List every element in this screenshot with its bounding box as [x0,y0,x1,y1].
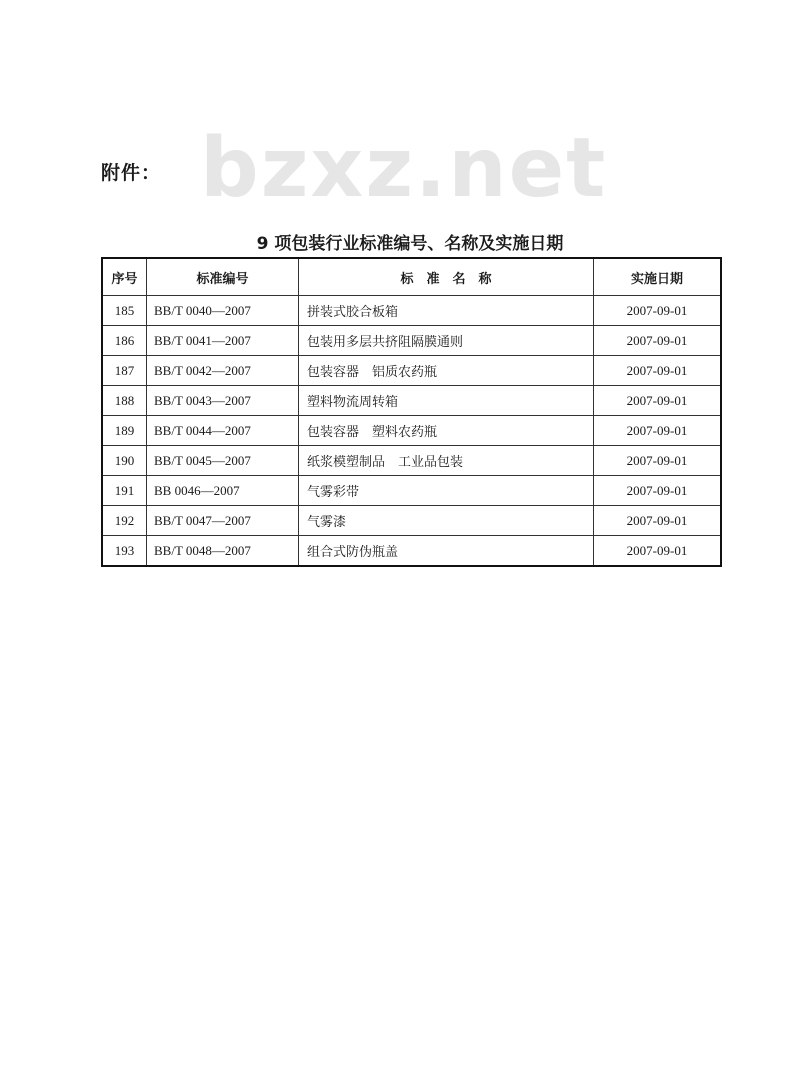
header-no: 序号 [102,258,147,296]
row-code: BB/T 0042—2007 [147,356,299,386]
table-row [102,386,721,416]
header-name: 标 准 名 称 [299,258,594,296]
row-code: BB/T 0047—2007 [147,506,299,536]
row-name: 包装容器 塑料农药瓶 [299,416,594,446]
row-date: 2007-09-01 [594,296,722,326]
row-code: BB/T 0045—2007 [147,446,299,476]
row-no: 191 [102,476,147,506]
row-name: 气雾彩带 [299,476,594,506]
row-date: 2007-09-01 [594,326,722,356]
row-code: BB/T 0048—2007 [147,536,299,567]
row-no: 192 [102,506,147,536]
table-row [102,446,721,476]
row-name: 拼装式胶合板箱 [299,296,594,326]
row-date: 2007-09-01 [594,536,722,567]
table-row [102,296,721,326]
header-date: 实施日期 [594,258,722,296]
table-row [102,356,721,386]
row-code: BB/T 0041—2007 [147,326,299,356]
row-name: 塑料物流周转箱 [299,386,594,416]
row-no: 193 [102,536,147,567]
row-date: 2007-09-01 [594,446,722,476]
table-row [102,326,721,356]
row-code: BB/T 0043—2007 [147,386,299,416]
row-date: 2007-09-01 [594,356,722,386]
row-name: 组合式防伪瓶盖 [299,536,594,567]
row-code: BB 0046—2007 [147,476,299,506]
row-name: 包装容器 铝质农药瓶 [299,356,594,386]
row-date: 2007-09-01 [594,386,722,416]
table-row [102,506,721,536]
table-row [102,476,721,506]
header-code: 标准编号 [147,258,299,296]
table-row [102,536,721,567]
row-date: 2007-09-01 [594,416,722,446]
standards-table [101,257,722,567]
row-no: 186 [102,326,147,356]
row-date: 2007-09-01 [594,506,722,536]
row-code: BB/T 0044—2007 [147,416,299,446]
table-title: 9 项包装行业标准编号、名称及实施日期 [256,234,564,254]
table-row [102,416,721,446]
attachment-label: 附件： [101,162,162,184]
row-date: 2007-09-01 [594,476,722,506]
row-name: 纸浆模塑制品 工业品包装 [299,446,594,476]
row-no: 185 [102,296,147,326]
row-name: 气雾漆 [299,506,594,536]
row-code: BB/T 0040—2007 [147,296,299,326]
row-no: 188 [102,386,147,416]
row-name: 包装用多层共挤阻隔膜通则 [299,326,594,356]
row-no: 189 [102,416,147,446]
watermark: bzxz.net [200,121,608,216]
row-no: 190 [102,446,147,476]
row-no: 187 [102,356,147,386]
table-header-row [102,258,721,296]
